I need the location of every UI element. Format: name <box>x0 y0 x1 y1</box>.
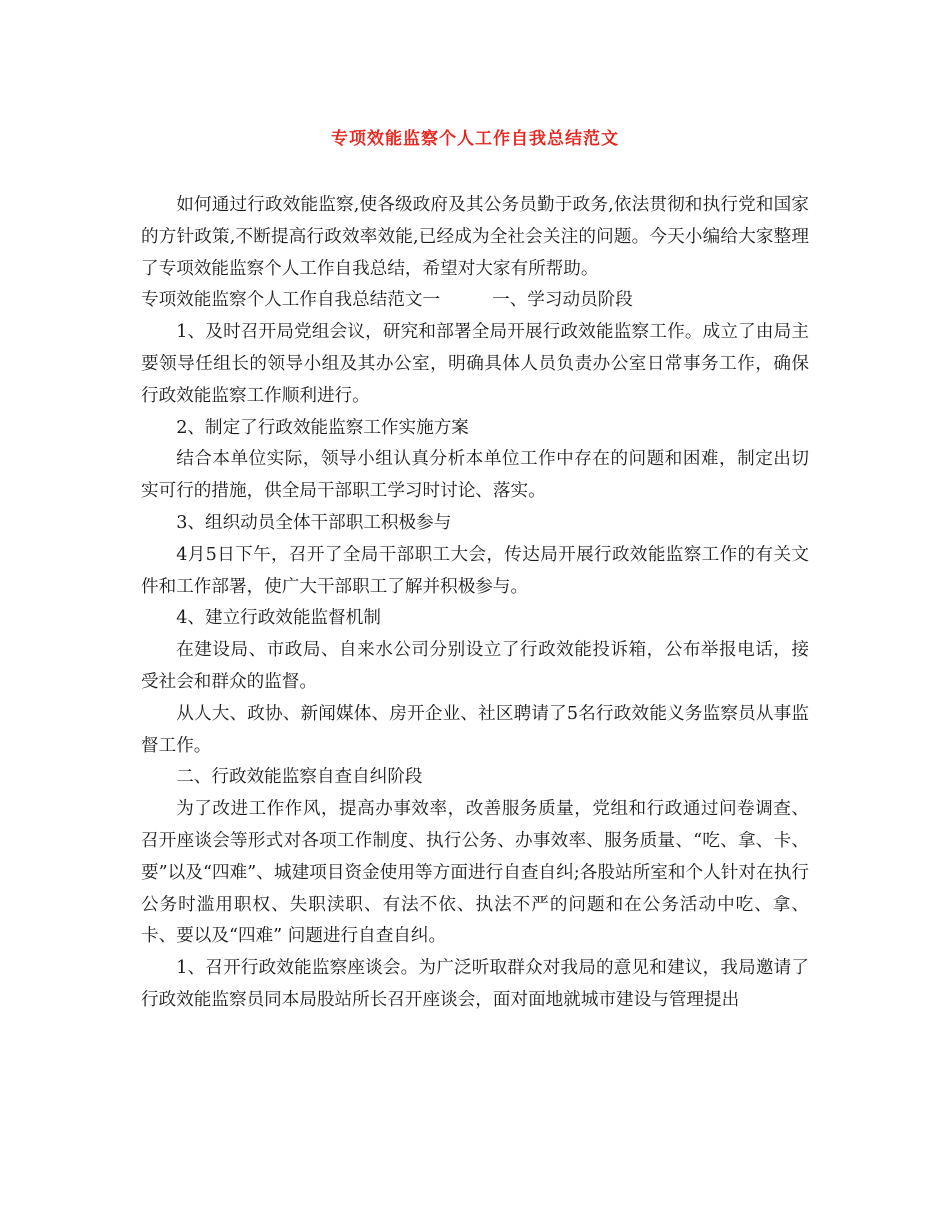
paragraph: 3、组织动员全体干部职工积极参与 <box>176 512 452 533</box>
paragraph: 2、制定了行政效能监察工作实施方案 <box>176 417 469 438</box>
paragraph: 4月5日下午，召开了全局干部职工大会，传达局开展行政效能监察工作的有关文件和工作部署，使广大干部职工了解并积极参与。 <box>141 544 809 597</box>
paragraph: 1、召开行政效能监察座谈会。为广泛听取群众对我局的意见和建议，我局邀请了行政效能监察员同本局股站所长召开座谈会，面对面地就城市建设与管理提出 <box>141 958 809 1010</box>
paragraph: 结合本单位实际，领导小组认真分析本单位工作中存在的问题和困难，制定出切实可行的措施，供全局干部职工学习时讨论、落实。 <box>141 449 809 502</box>
paragraph: 在建设局、市政局、自来水公司分别设立了行政效能投诉箱，公布举报电话，接受社会和群众的监督。 <box>141 640 809 692</box>
paragraph: 4、建立行政效能监督机制 <box>176 608 381 629</box>
document-title: 专项效能监察个人工作自我总结范文 <box>331 129 619 149</box>
stage-one-heading: 一、学习动员阶段 <box>492 290 633 311</box>
paragraph: 为了改进工作作风，提高办事效率，改善服务质量，党组和行政通过问卷调查、召开座谈会等形式对各项工作制度、执行公务、办事效率、服务质量、“吃、拿、卡、要”以及“四难”、城建项目资金使用等方面进行自查自纠;各股站所室和个人针对在执行公务时滥用职权、失职渎职、有法不依、执法不严的问题和在公务活动中吃、拿、卡、要以及“四难” 问题进行自查自纠。 <box>141 799 809 947</box>
paragraph: 二、行政效能监察自查自纠阶段 <box>176 767 423 788</box>
section-heading: 专项效能监察个人工作自我总结范文一 <box>141 290 441 311</box>
paragraph: 从人大、政协、新闻媒体、房开企业、社区聘请了5名行政效能义务监察员从事监督工作。 <box>141 703 809 756</box>
section-heading-line <box>141 285 809 317</box>
document-body <box>141 190 809 1017</box>
intro-paragraph: 如何通过行政效能监察,使各级政府及其公务员勤于政务,依法贯彻和执行党和国家的方针政策,不断提高行政效率效能,已经成为全社会关注的问题。今天小编给大家整理了专项效能监察个人工作自我总结，希望对大家有所帮助。 <box>141 195 809 279</box>
paragraph: 1、及时召开局党组会议，研究和部署全局开展行政效能监察工作。成立了由局主要领导任组长的领导小组及其办公室，明确具体人员负责办公室日常事务工作，确保行政效能监察工作顺利进行。 <box>141 322 809 406</box>
